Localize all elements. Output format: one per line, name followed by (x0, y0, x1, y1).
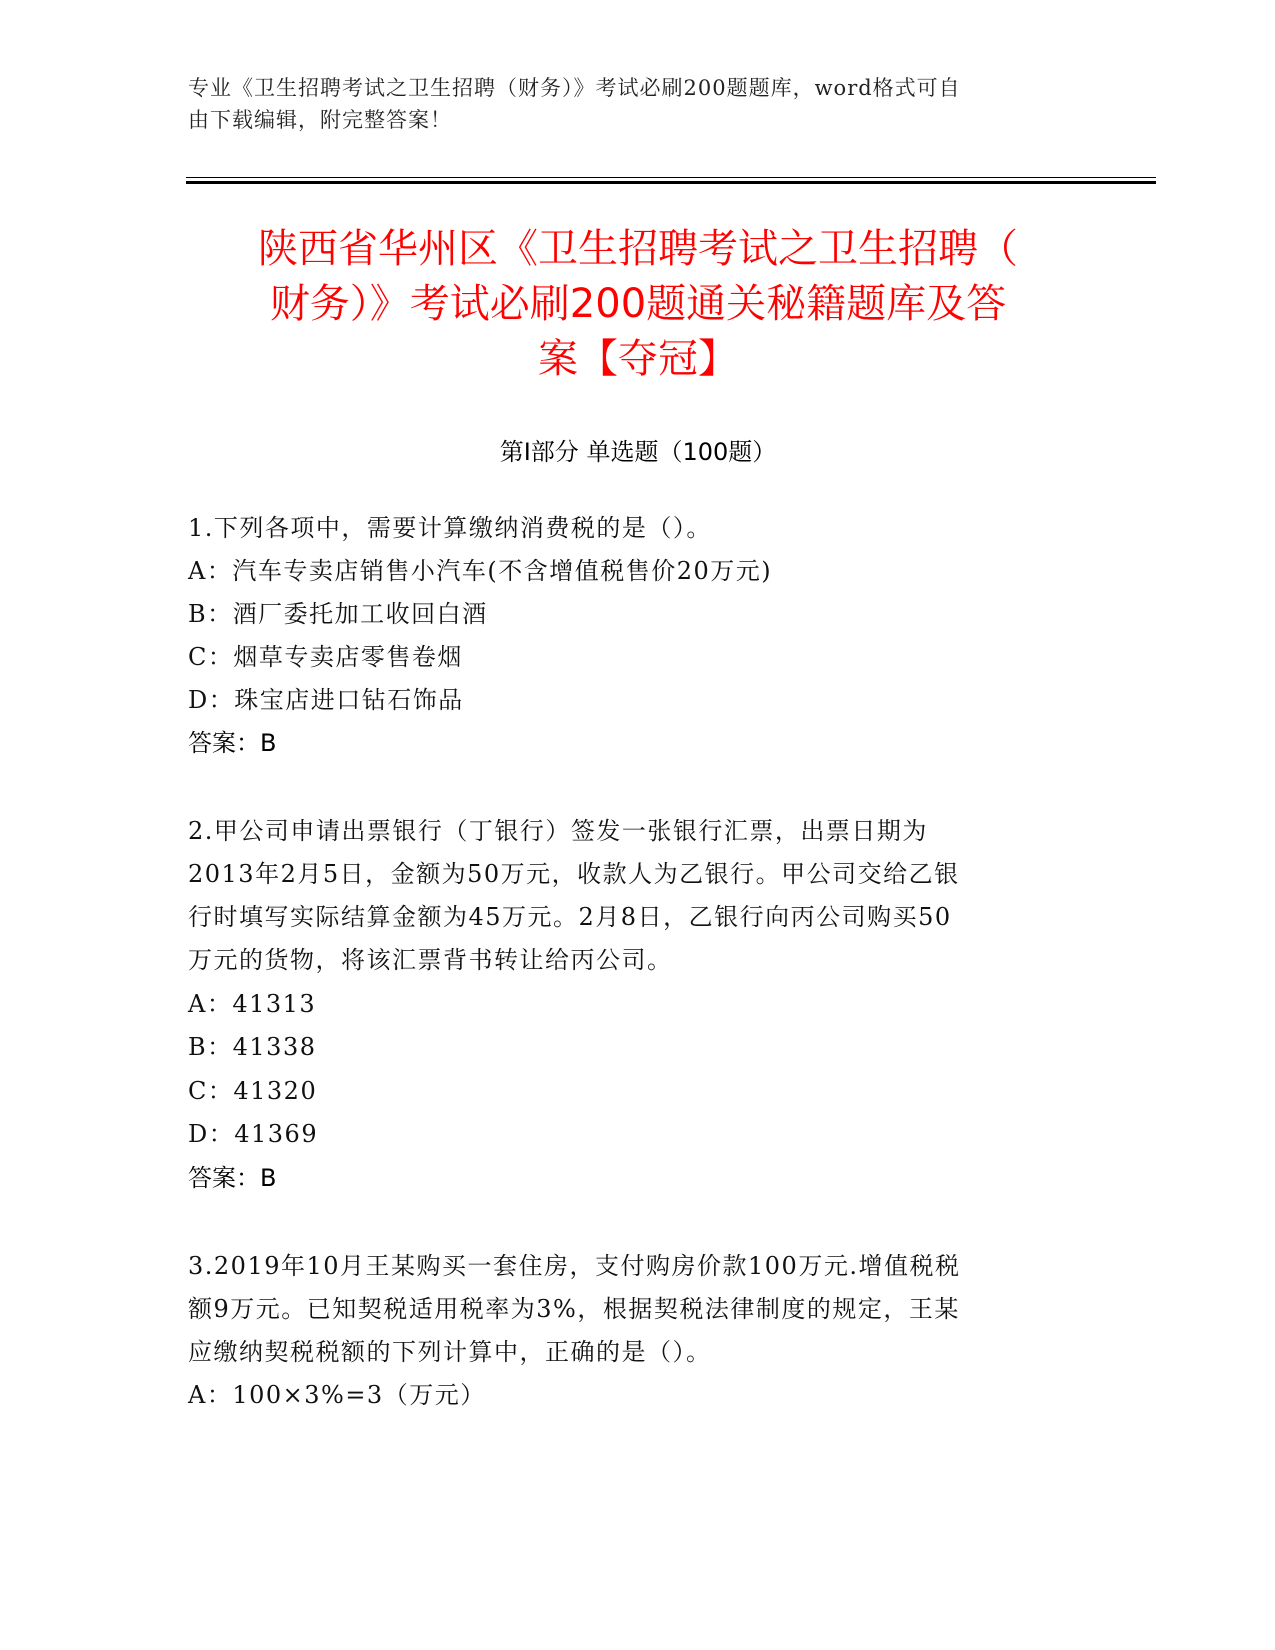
question-2-stem-line-4: 万元的货物，将该汇票背书转让给丙公司。 (188, 946, 673, 974)
question-2-stem-line-3: 行时填写实际结算金额为45万元。2月8日，乙银行向丙公司购买50 (188, 903, 952, 931)
header-divider-thin (186, 177, 1156, 178)
section-heading: 第I部分 单选题（100题） (499, 438, 777, 466)
question-2-answer: 答案：B (188, 1164, 277, 1192)
document-title-line-1: 陕西省华州区《卫生招聘考试之卫生招聘（ (258, 226, 1018, 272)
question-1-option-a: A：汽车专卖店销售小汽车(不含增值税售价20万元) (188, 557, 773, 585)
question-1-answer: 答案：B (188, 729, 277, 757)
question-2-option-a: A：41313 (188, 990, 317, 1018)
header-note (188, 72, 1068, 136)
question-2-option-b: B：41338 (188, 1033, 317, 1061)
question-3-stem-line-2: 额9万元。已知契税适用税率为3%，根据契税法律制度的规定，王某 (188, 1295, 960, 1323)
question-3-option-a: A：100×3%=3（万元） (188, 1381, 486, 1409)
question-3-stem-line-3: 应缴纳契税税额的下列计算中，正确的是（）。 (188, 1338, 712, 1366)
document-title-line-3: 案【夺冠】 (538, 336, 738, 382)
document-title (186, 222, 1090, 387)
question-2-option-c: C：41320 (188, 1077, 318, 1105)
question-3-stem-line-1: 3.2019年10月王某购买一套住房，支付购房价款100万元.增值税税 (188, 1252, 961, 1280)
question-1-option-c: C：烟草专卖店零售卷烟 (188, 643, 463, 671)
question-1-option-d: D：珠宝店进口钻石饰品 (188, 686, 464, 714)
document-title-line-2: 财务）》考试必刷200题通关秘籍题库及答 (269, 281, 1007, 327)
header-note-line-2: 由下载编辑，附完整答案！ (188, 108, 452, 132)
question-1-option-b: B：酒厂委托加工收回白酒 (188, 600, 488, 628)
question-2-option-d: D：41369 (188, 1120, 319, 1148)
question-2-stem-line-2: 2013年2月5日，金额为50万元，收款人为乙银行。甲公司交给乙银 (188, 860, 960, 888)
question-1-stem: 1.下列各项中，需要计算缴纳消费税的是（）。 (188, 514, 712, 542)
question-2-stem-line-1: 2.甲公司申请出票银行（丁银行）签发一张银行汇票，出票日期为 (188, 817, 928, 845)
header-note-line-1: 专业《卫生招聘考试之卫生招聘（财务）》考试必刷200题题库，word格式可自 (188, 76, 961, 100)
header-divider-thick (186, 181, 1156, 184)
